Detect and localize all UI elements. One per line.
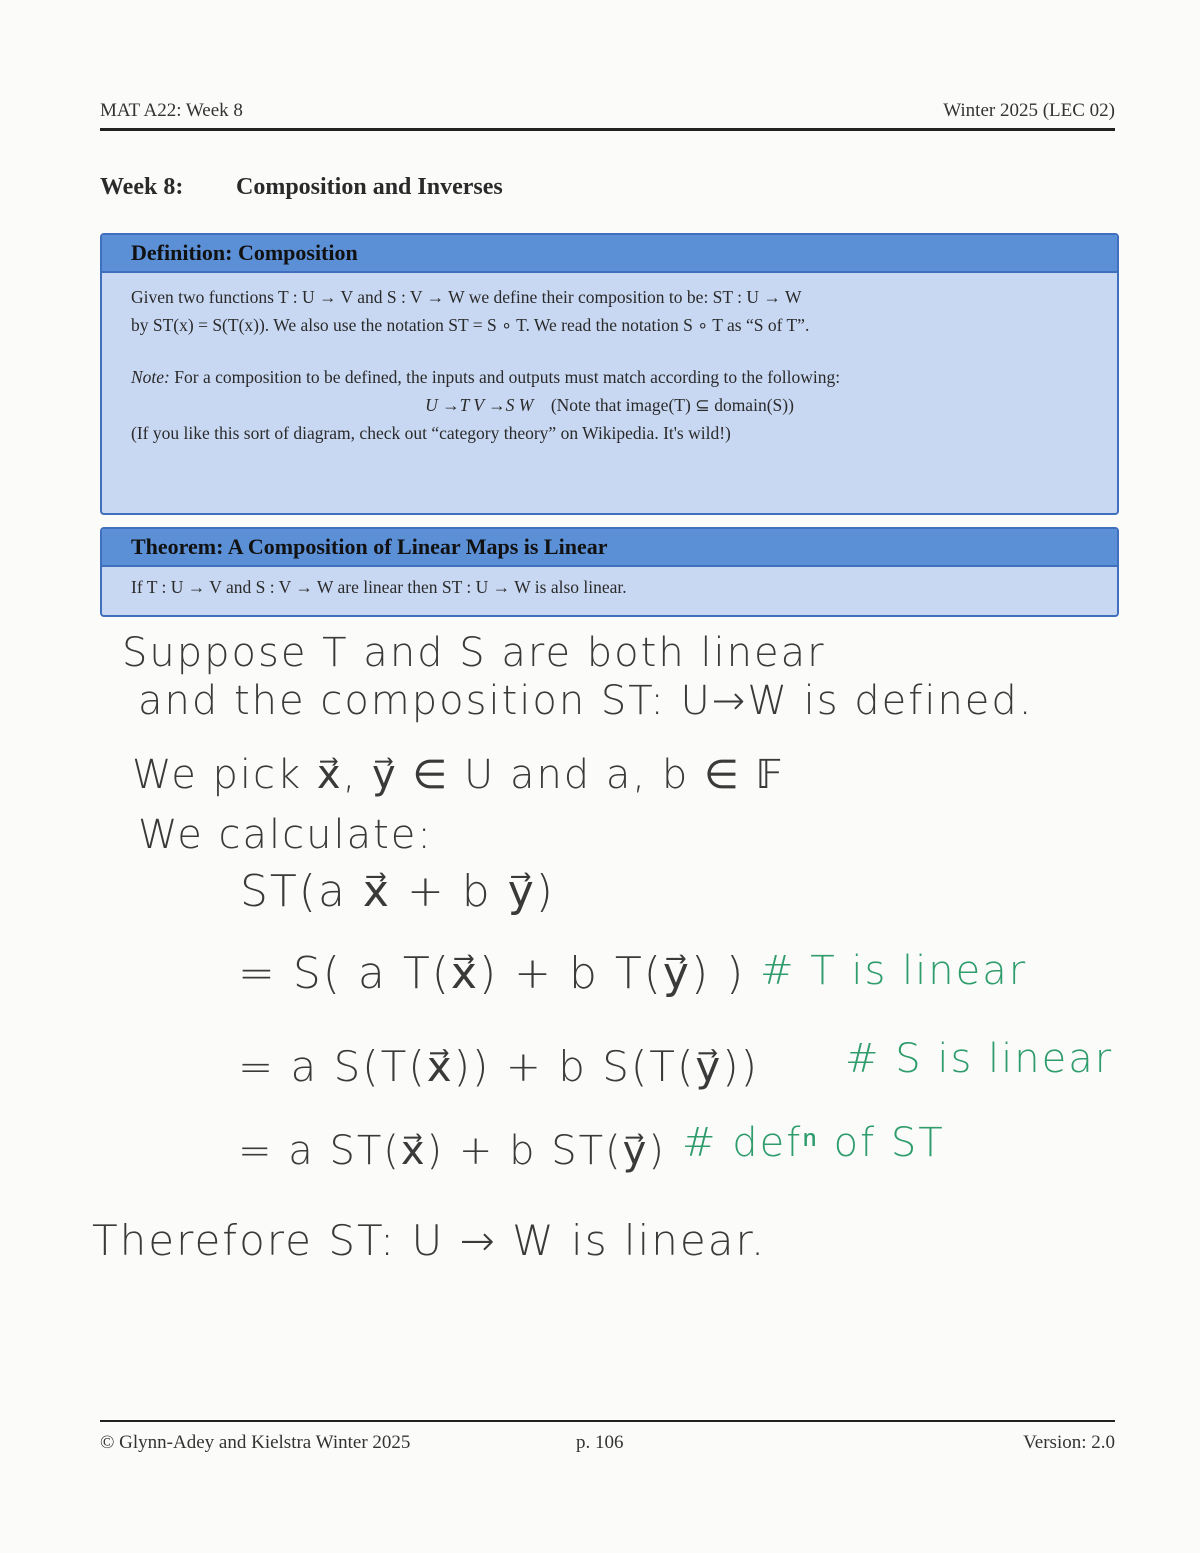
- handwritten-note-7: # S is linear: [845, 1036, 1114, 1082]
- section-title: [100, 174, 503, 201]
- header-term: Winter 2025 (LEC 02): [943, 100, 1115, 121]
- footer-page-number: p. 106: [576, 1432, 624, 1453]
- handwritten-note-8: # defⁿ of ST: [682, 1120, 945, 1166]
- handwritten-line-2: and the composition ST: U→W is defined.: [138, 678, 1034, 724]
- handwritten-line-5: ST(a x⃗ + b y⃗): [240, 866, 555, 917]
- diagram-arrows: U →T V →S W: [425, 395, 534, 415]
- footer-rule: [100, 1420, 1115, 1422]
- footer-copyright: © Glynn-Adey and Kielstra Winter 2025: [100, 1432, 411, 1453]
- definition-heading: Definition: Composition: [102, 235, 1117, 273]
- theorem-body: If T : U → V and S : V → W are linear then ST : U → W is also linear.: [131, 577, 627, 597]
- handwritten-line-9: Therefore ST: U → W is linear.: [92, 1216, 767, 1265]
- theorem-box: [100, 527, 1119, 617]
- definition-box: [100, 233, 1119, 515]
- note-text: For a composition to be defined, the inputs and outputs must match according to the following:: [169, 367, 841, 387]
- note-label: Note:: [131, 367, 170, 387]
- header-rule: [100, 128, 1115, 131]
- definition-aside: (If you like this sort of diagram, check out “category theory” on Wikipedia. It's wild!): [131, 423, 731, 443]
- handwritten-line-4: We calculate:: [138, 812, 433, 858]
- handwritten-line-7: = a S(T(x⃗)) + b S(T(y⃗)): [238, 1042, 759, 1091]
- handwritten-line-6: = S( a T(x⃗) + b T(y⃗) ): [238, 948, 746, 999]
- handwritten-line-3: We pick x⃗, y⃗ ∈ U and a, b ∈ 𝔽: [132, 752, 785, 798]
- handwritten-note-6: # T is linear: [760, 948, 1028, 994]
- definition-line-1: Given two functions T : U → V and S : V → W we define their composition to be: ST : U → W: [131, 287, 802, 307]
- header-course: MAT A22: Week 8: [100, 100, 243, 121]
- theorem-heading: Theorem: A Composition of Linear Maps is Linear: [102, 529, 1117, 567]
- definition-line-2: by ST(x) = S(T(x)). We also use the notation ST = S ∘ T. We read the notation S ∘ T as “S of T”.: [131, 315, 810, 335]
- section-number: Week 8:: [100, 174, 184, 200]
- definition-note: [131, 363, 1088, 391]
- section-name: Composition and Inverses: [236, 174, 503, 200]
- handwritten-line-1: Suppose T and S are both linear: [122, 630, 826, 676]
- composition-diagram: [131, 391, 1088, 419]
- handwritten-line-8: = a ST(x⃗) + b ST(y⃗): [238, 1128, 666, 1174]
- footer-version: Version: 2.0: [1023, 1432, 1115, 1453]
- diagram-note: (Note that image(T) ⊆ domain(S)): [550, 395, 794, 415]
